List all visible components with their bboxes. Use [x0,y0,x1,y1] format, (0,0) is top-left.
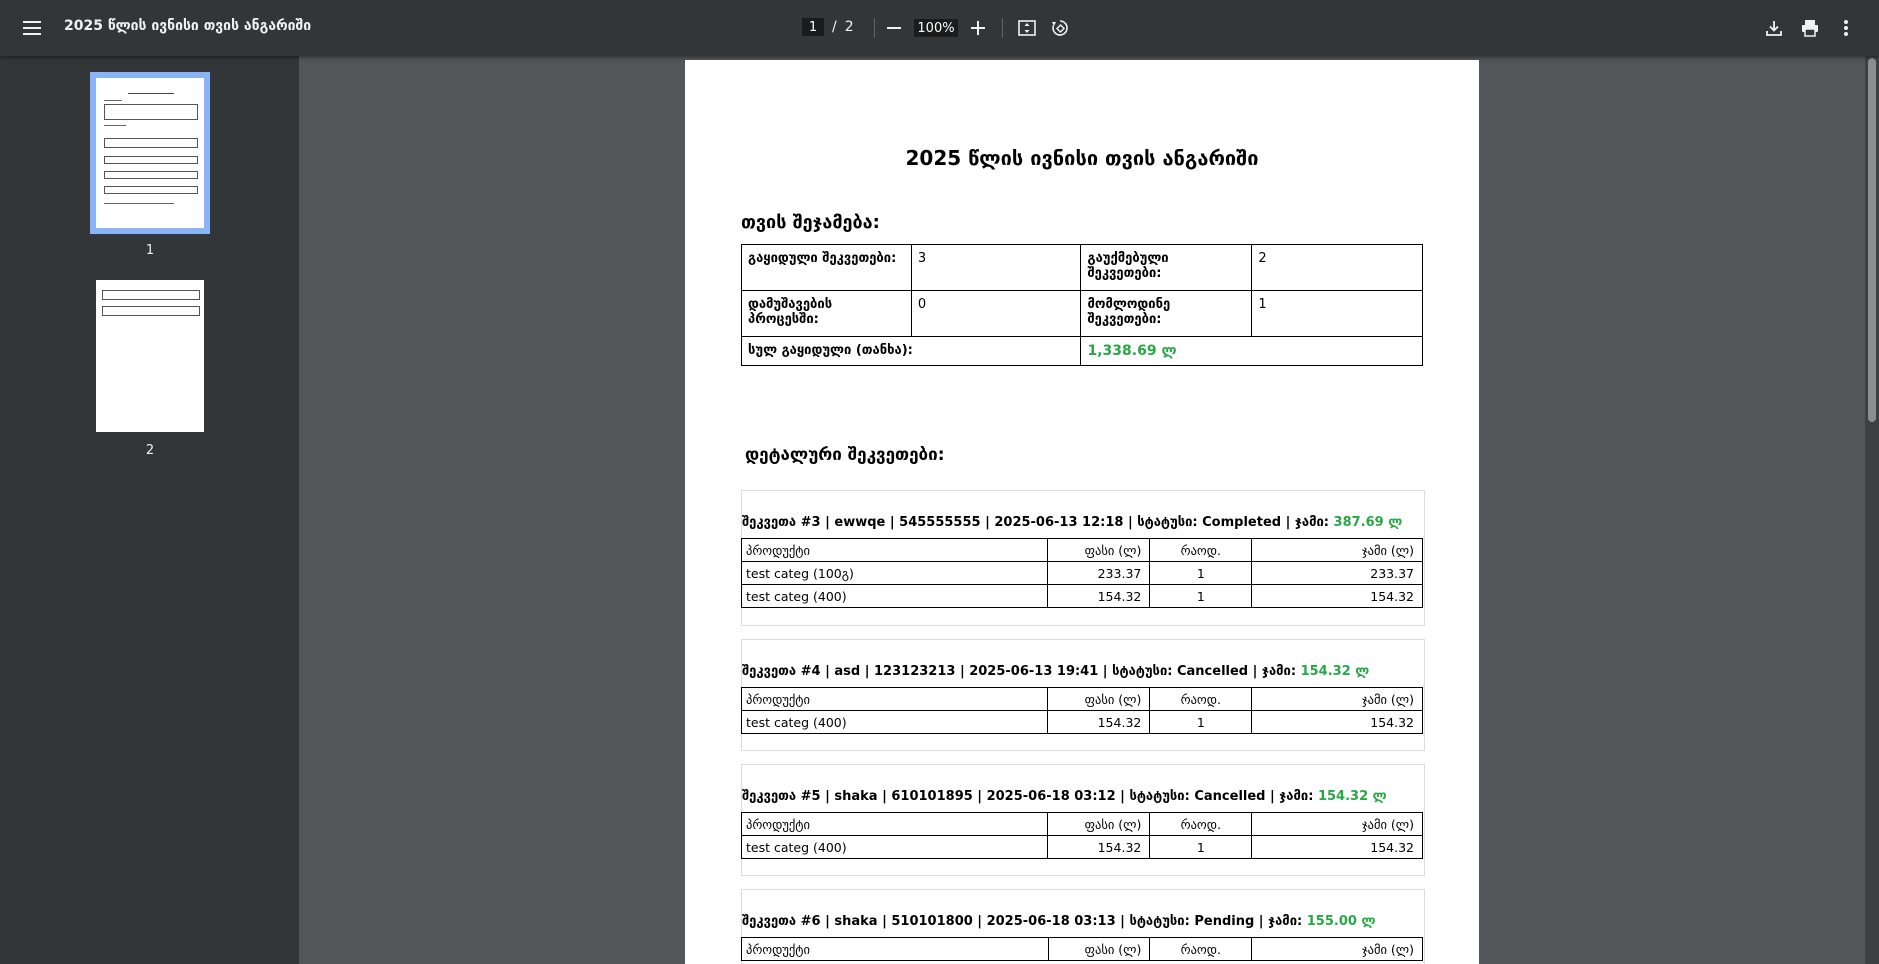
summary-value: 0 [911,291,1081,337]
thumb-line [128,93,174,94]
order-header [742,789,1424,804]
item-price: 154.32 [1048,836,1150,859]
summary-value: 1 [1252,291,1423,337]
order-card [741,639,1425,751]
col-qty: რაოდ. [1150,539,1252,562]
col-total: ჯამი (ლ) [1252,539,1423,562]
more-vert-icon [1844,20,1848,36]
total-sales-value: 1,338.69 ლ [1081,337,1423,366]
summary-label: სულ გაყიდული (თანხა): [742,337,1081,366]
order-header [742,515,1424,530]
col-total: ჯამი (ლ) [1252,688,1423,711]
summary-value: 2 [1252,245,1423,291]
pdf-page [685,60,1479,964]
order-items-table [741,937,1423,961]
page-separator: / [832,19,837,35]
order-header [742,914,1424,929]
thumb-box [104,186,198,194]
document-viewer [299,56,1865,964]
thumbnail-label-2: 2 [145,443,155,458]
table-row [742,836,1423,859]
vertical-scrollbar[interactable] [1865,56,1879,964]
summary-row [742,337,1423,366]
order-header-text: შეკვეთა #6 | shaka | 510101800 | 2025-06-18 03:13 | სტატუსი: Pending | ჯამი: [742,914,1307,929]
rotate-button[interactable] [1044,12,1076,44]
menu-icon[interactable] [16,12,48,44]
fit-page-icon [1018,19,1036,37]
download-icon [1765,19,1783,37]
item-name: test categ (400) [742,836,1048,859]
thumb-line [104,125,126,126]
total-pages: 2 [844,19,854,35]
page-selector [802,18,854,36]
order-header-text: შეკვეთა #3 | ewwqe | 545555555 | 2025-06-13 12:18 | სტატუსი: Completed | ჯამი: [742,515,1334,530]
item-name: test categ (400) [742,711,1048,734]
col-product: პროდუქტი [742,938,1049,961]
report-title: 2025 წლის ივნისი თვის ანგარიში [905,146,1259,170]
col-price: ფასი (ლ) [1048,813,1150,836]
summary-heading: თვის შეჯამება: [741,212,880,233]
print-button[interactable] [1794,12,1826,44]
item-qty: 1 [1150,585,1252,608]
item-total: 154.32 [1252,711,1423,734]
table-row [742,585,1423,608]
order-amount: 387.69 ლ [1333,515,1403,530]
item-price: 233.37 [1048,562,1150,585]
col-qty: რაოდ. [1150,938,1252,961]
thumb-box [102,306,200,316]
order-items-table [741,687,1423,734]
order-amount: 155.00 ლ [1306,914,1376,929]
order-card [741,764,1425,876]
order-card [741,889,1425,964]
item-total: 233.37 [1252,562,1423,585]
thumb-box [104,138,198,148]
item-price: 154.32 [1048,711,1150,734]
items-header-row [742,813,1423,836]
item-qty: 1 [1150,562,1252,585]
plus-icon [971,21,985,35]
items-header-row [742,539,1423,562]
items-header-row [742,688,1423,711]
item-name: test categ (100გ) [742,562,1048,585]
download-button[interactable] [1758,12,1790,44]
scrollbar-thumb[interactable] [1868,58,1876,422]
col-price: ფასი (ლ) [1048,688,1150,711]
thumb-box [102,290,200,300]
details-heading: დეტალური შეკვეთები: [745,445,945,465]
toolbar-divider [874,18,875,38]
table-row [742,711,1423,734]
col-qty: რაოდ. [1150,813,1252,836]
summary-row [742,291,1423,337]
thumbnail-sidebar [0,56,299,964]
zoom-out-button[interactable] [878,12,910,44]
zoom-input[interactable] [914,19,958,37]
thumb-box [104,171,198,179]
summary-label: გაუქმებული შეკვეთები: [1081,245,1252,291]
summary-table [741,244,1423,366]
order-items-table [741,538,1423,608]
col-price: ფასი (ლ) [1048,938,1150,961]
thumb-line [104,100,122,101]
col-qty: რაოდ. [1150,688,1252,711]
item-qty: 1 [1150,836,1252,859]
order-header-text: შეკვეთა #5 | shaka | 610101895 | 2025-06-18 03:12 | სტატუსი: Cancelled | ჯამი: [742,789,1318,804]
col-total: ჯამი (ლ) [1252,938,1423,961]
summary-label: მომლოდინე შეკვეთები: [1081,291,1252,337]
order-amount: 154.32 ლ [1317,789,1387,804]
page-number-input[interactable] [802,18,824,36]
order-card [741,490,1425,626]
thumb-box [104,156,198,164]
item-total: 154.32 [1252,585,1423,608]
more-options-button[interactable] [1830,12,1862,44]
pdf-toolbar [0,0,1879,56]
item-total: 154.32 [1252,836,1423,859]
table-row [742,562,1423,585]
rotate-icon [1051,19,1069,37]
col-product: პროდუქტი [742,539,1048,562]
summary-row [742,245,1423,291]
minus-icon [887,21,901,35]
col-product: პროდუქტი [742,688,1048,711]
thumb-line [104,203,174,204]
thumb-box [104,104,198,120]
order-items-table [741,812,1423,859]
fit-to-page-button[interactable] [1011,12,1043,44]
col-product: პროდუქტი [742,813,1048,836]
col-price: ფასი (ლ) [1048,539,1150,562]
print-icon [1801,19,1819,37]
order-header [742,664,1424,679]
zoom-in-button[interactable] [962,12,994,44]
page-thumbnail-1[interactable] [96,78,204,228]
item-qty: 1 [1150,711,1252,734]
order-amount: 154.32 ლ [1300,664,1370,679]
summary-value: 3 [911,245,1081,291]
summary-label: გაყიდული შეკვეთები: [742,245,912,291]
col-total: ჯამი (ლ) [1252,813,1423,836]
order-header-text: შეკვეთა #4 | asd | 123123213 | 2025-06-13 19:41 | სტატუსი: Cancelled | ჯამი: [742,664,1301,679]
document-title: 2025 წლის ივნისი თვის ანგარიში [64,18,312,34]
item-name: test categ (400) [742,585,1048,608]
page-thumbnail-2[interactable] [96,280,204,432]
thumbnail-label-1: 1 [145,243,155,258]
toolbar-divider [1002,18,1003,38]
summary-label: დამუშავების პროცესში: [742,291,912,337]
item-price: 154.32 [1048,585,1150,608]
items-header-row [742,938,1423,961]
